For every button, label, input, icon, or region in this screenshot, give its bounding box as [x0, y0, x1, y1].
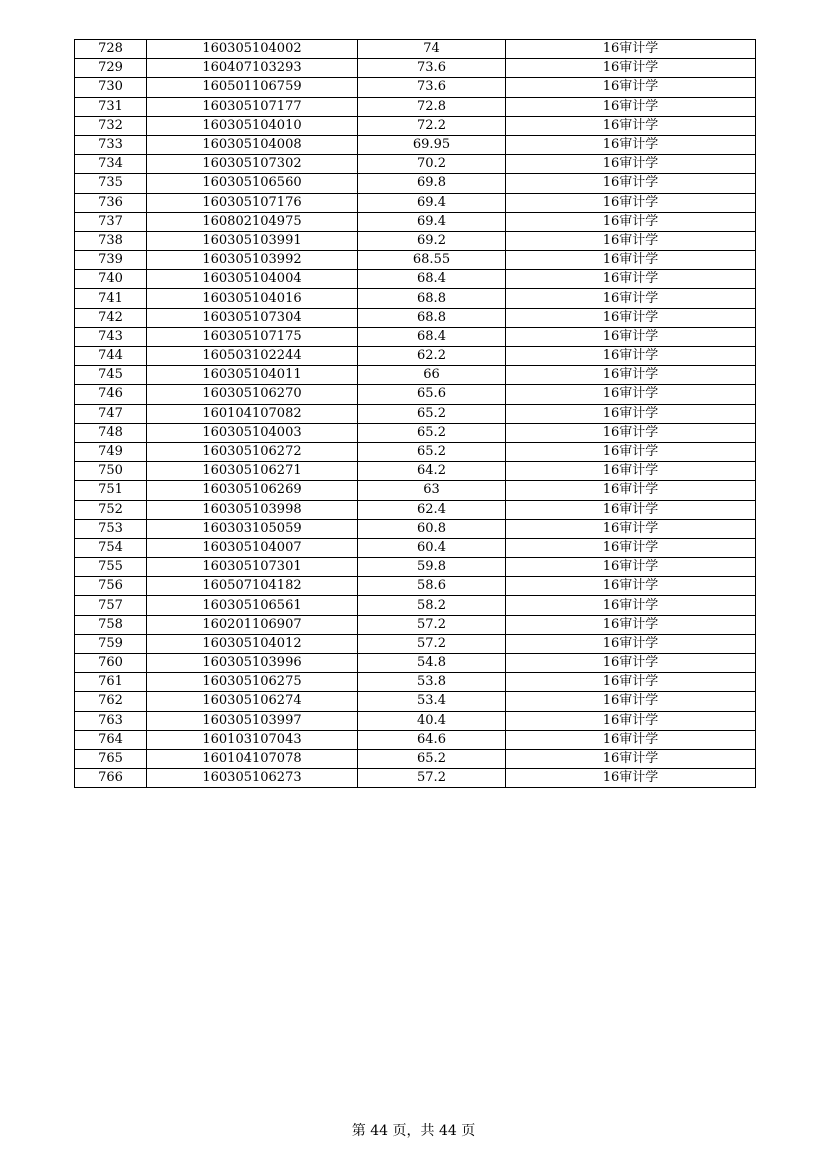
major-cell: 16审计学: [506, 40, 756, 59]
table-row: [75, 366, 756, 385]
row-number-cell: 758: [75, 615, 147, 634]
student-id-cell: 160305106272: [147, 442, 358, 461]
major-cell: 16审计学: [506, 308, 756, 327]
score-cell: 73.6: [358, 78, 506, 97]
student-id-cell: 160305107301: [147, 558, 358, 577]
student-id-cell: 160305104002: [147, 40, 358, 59]
major-cell: 16审计学: [506, 423, 756, 442]
table-row: [75, 308, 756, 327]
score-cell: 60.8: [358, 519, 506, 538]
table-row: [75, 673, 756, 692]
score-cell: 69.2: [358, 231, 506, 250]
major-cell: 16审计学: [506, 78, 756, 97]
major-cell: 16审计学: [506, 462, 756, 481]
major-cell: 16审计学: [506, 212, 756, 231]
row-number-cell: 742: [75, 308, 147, 327]
row-number-cell: 751: [75, 481, 147, 500]
score-cell: 58.2: [358, 596, 506, 615]
row-number-cell: 750: [75, 462, 147, 481]
score-cell: 53.8: [358, 673, 506, 692]
major-cell: 16审计学: [506, 711, 756, 730]
major-cell: 16审计学: [506, 347, 756, 366]
table-row: [75, 116, 756, 135]
student-id-cell: 160201106907: [147, 615, 358, 634]
table-row: [75, 692, 756, 711]
student-id-cell: 160305103996: [147, 654, 358, 673]
major-cell: 16审计学: [506, 135, 756, 154]
table-row: [75, 481, 756, 500]
row-number-cell: 747: [75, 404, 147, 423]
score-cell: 70.2: [358, 155, 506, 174]
table-row: [75, 538, 756, 557]
student-id-cell: 160104107082: [147, 404, 358, 423]
score-cell: 68.4: [358, 327, 506, 346]
score-cell: 60.4: [358, 538, 506, 557]
student-id-cell: 160305104011: [147, 366, 358, 385]
score-cell: 68.8: [358, 308, 506, 327]
student-id-cell: 160305104012: [147, 634, 358, 653]
row-number-cell: 736: [75, 193, 147, 212]
score-cell: 58.6: [358, 577, 506, 596]
row-number-cell: 730: [75, 78, 147, 97]
major-cell: 16审计学: [506, 692, 756, 711]
table-row: [75, 193, 756, 212]
student-id-cell: 160305106274: [147, 692, 358, 711]
table-row: [75, 97, 756, 116]
row-number-cell: 745: [75, 366, 147, 385]
student-id-cell: 160305107175: [147, 327, 358, 346]
student-id-cell: 160305104016: [147, 289, 358, 308]
row-number-cell: 738: [75, 231, 147, 250]
score-cell: 64.2: [358, 462, 506, 481]
score-cell: 74: [358, 40, 506, 59]
student-id-cell: 160407103293: [147, 59, 358, 78]
row-number-cell: 760: [75, 654, 147, 673]
score-table: [74, 39, 756, 788]
student-id-cell: 160305106273: [147, 769, 358, 788]
table-row: [75, 769, 756, 788]
score-cell: 65.2: [358, 404, 506, 423]
row-number-cell: 762: [75, 692, 147, 711]
table-row: [75, 59, 756, 78]
student-id-cell: 160305107302: [147, 155, 358, 174]
student-id-cell: 160305103998: [147, 500, 358, 519]
score-cell: 65.2: [358, 749, 506, 768]
student-id-cell: 160507104182: [147, 577, 358, 596]
score-cell: 40.4: [358, 711, 506, 730]
student-id-cell: 160305104008: [147, 135, 358, 154]
major-cell: 16审计学: [506, 673, 756, 692]
major-cell: 16审计学: [506, 327, 756, 346]
row-number-cell: 734: [75, 155, 147, 174]
score-cell: 72.8: [358, 97, 506, 116]
table-row: [75, 558, 756, 577]
table-row: [75, 519, 756, 538]
row-number-cell: 737: [75, 212, 147, 231]
row-number-cell: 765: [75, 749, 147, 768]
table-row: [75, 500, 756, 519]
major-cell: 16审计学: [506, 155, 756, 174]
table-row: [75, 347, 756, 366]
table-row: [75, 251, 756, 270]
score-cell: 57.2: [358, 615, 506, 634]
major-cell: 16审计学: [506, 366, 756, 385]
score-cell: 66: [358, 366, 506, 385]
row-number-cell: 729: [75, 59, 147, 78]
score-cell: 57.2: [358, 634, 506, 653]
student-id-cell: 160305106271: [147, 462, 358, 481]
student-id-cell: 160305106269: [147, 481, 358, 500]
page-footer: 第 44 页，共 44 页: [351, 1123, 476, 1139]
score-cell: 53.4: [358, 692, 506, 711]
student-id-cell: 160103107043: [147, 730, 358, 749]
major-cell: 16审计学: [506, 270, 756, 289]
row-number-cell: 743: [75, 327, 147, 346]
major-cell: 16审计学: [506, 634, 756, 653]
student-id-cell: 160503102244: [147, 347, 358, 366]
row-number-cell: 753: [75, 519, 147, 538]
score-cell: 65.2: [358, 442, 506, 461]
student-id-cell: 160305106275: [147, 673, 358, 692]
major-cell: 16审计学: [506, 404, 756, 423]
score-cell: 63: [358, 481, 506, 500]
major-cell: 16审计学: [506, 596, 756, 615]
table-row: [75, 749, 756, 768]
row-number-cell: 735: [75, 174, 147, 193]
row-number-cell: 732: [75, 116, 147, 135]
row-number-cell: 741: [75, 289, 147, 308]
row-number-cell: 739: [75, 251, 147, 270]
table-row: [75, 654, 756, 673]
student-id-cell: 160305107177: [147, 97, 358, 116]
major-cell: 16审计学: [506, 251, 756, 270]
score-cell: 54.8: [358, 654, 506, 673]
table-row: [75, 270, 756, 289]
row-number-cell: 755: [75, 558, 147, 577]
row-number-cell: 746: [75, 385, 147, 404]
score-cell: 62.4: [358, 500, 506, 519]
major-cell: 16审计学: [506, 231, 756, 250]
major-cell: 16审计学: [506, 558, 756, 577]
row-number-cell: 744: [75, 347, 147, 366]
table-row: [75, 231, 756, 250]
table-row: [75, 634, 756, 653]
student-id-cell: 160305107304: [147, 308, 358, 327]
score-cell: 65.6: [358, 385, 506, 404]
major-cell: 16审计学: [506, 289, 756, 308]
row-number-cell: 748: [75, 423, 147, 442]
major-cell: 16审计学: [506, 385, 756, 404]
student-id-cell: 160104107078: [147, 749, 358, 768]
table-row: [75, 40, 756, 59]
student-id-cell: 160305103991: [147, 231, 358, 250]
score-cell: 72.2: [358, 116, 506, 135]
score-cell: 68.4: [358, 270, 506, 289]
major-cell: 16审计学: [506, 193, 756, 212]
score-cell: 69.4: [358, 212, 506, 231]
row-number-cell: 759: [75, 634, 147, 653]
row-number-cell: 752: [75, 500, 147, 519]
major-cell: 16审计学: [506, 116, 756, 135]
major-cell: 16审计学: [506, 500, 756, 519]
table-row: [75, 711, 756, 730]
score-cell: 73.6: [358, 59, 506, 78]
major-cell: 16审计学: [506, 749, 756, 768]
row-number-cell: 764: [75, 730, 147, 749]
table-row: [75, 174, 756, 193]
major-cell: 16审计学: [506, 577, 756, 596]
student-id-cell: 160305104007: [147, 538, 358, 557]
student-id-cell: 160305106561: [147, 596, 358, 615]
student-id-cell: 160303105059: [147, 519, 358, 538]
table-row: [75, 442, 756, 461]
score-cell: 68.8: [358, 289, 506, 308]
table-row: [75, 730, 756, 749]
major-cell: 16审计学: [506, 481, 756, 500]
score-cell: 57.2: [358, 769, 506, 788]
student-id-cell: 160305106270: [147, 385, 358, 404]
student-id-cell: 160305104004: [147, 270, 358, 289]
table-row: [75, 423, 756, 442]
table-row: [75, 212, 756, 231]
score-table-body: [75, 40, 756, 788]
score-cell: 65.2: [358, 423, 506, 442]
row-number-cell: 754: [75, 538, 147, 557]
table-row: [75, 289, 756, 308]
row-number-cell: 731: [75, 97, 147, 116]
major-cell: 16审计学: [506, 538, 756, 557]
score-cell: 69.8: [358, 174, 506, 193]
student-id-cell: 160305103992: [147, 251, 358, 270]
table-row: [75, 577, 756, 596]
student-id-cell: 160305104003: [147, 423, 358, 442]
student-id-cell: 160802104975: [147, 212, 358, 231]
table-row: [75, 615, 756, 634]
score-cell: 69.95: [358, 135, 506, 154]
table-row: [75, 135, 756, 154]
major-cell: 16审计学: [506, 59, 756, 78]
student-id-cell: 160501106759: [147, 78, 358, 97]
major-cell: 16审计学: [506, 519, 756, 538]
table-row: [75, 385, 756, 404]
major-cell: 16审计学: [506, 769, 756, 788]
row-number-cell: 766: [75, 769, 147, 788]
row-number-cell: 740: [75, 270, 147, 289]
major-cell: 16审计学: [506, 174, 756, 193]
major-cell: 16审计学: [506, 730, 756, 749]
table-row: [75, 404, 756, 423]
score-cell: 62.2: [358, 347, 506, 366]
table-row: [75, 462, 756, 481]
student-id-cell: 160305103997: [147, 711, 358, 730]
score-cell: 64.6: [358, 730, 506, 749]
row-number-cell: 761: [75, 673, 147, 692]
student-id-cell: 160305106560: [147, 174, 358, 193]
row-number-cell: 763: [75, 711, 147, 730]
major-cell: 16审计学: [506, 97, 756, 116]
major-cell: 16审计学: [506, 442, 756, 461]
row-number-cell: 757: [75, 596, 147, 615]
table-row: [75, 327, 756, 346]
table-row: [75, 596, 756, 615]
major-cell: 16审计学: [506, 654, 756, 673]
table-row: [75, 155, 756, 174]
row-number-cell: 733: [75, 135, 147, 154]
score-cell: 69.4: [358, 193, 506, 212]
score-cell: 68.55: [358, 251, 506, 270]
major-cell: 16审计学: [506, 615, 756, 634]
row-number-cell: 749: [75, 442, 147, 461]
student-id-cell: 160305107176: [147, 193, 358, 212]
student-id-cell: 160305104010: [147, 116, 358, 135]
row-number-cell: 728: [75, 40, 147, 59]
table-row: [75, 78, 756, 97]
row-number-cell: 756: [75, 577, 147, 596]
score-cell: 59.8: [358, 558, 506, 577]
